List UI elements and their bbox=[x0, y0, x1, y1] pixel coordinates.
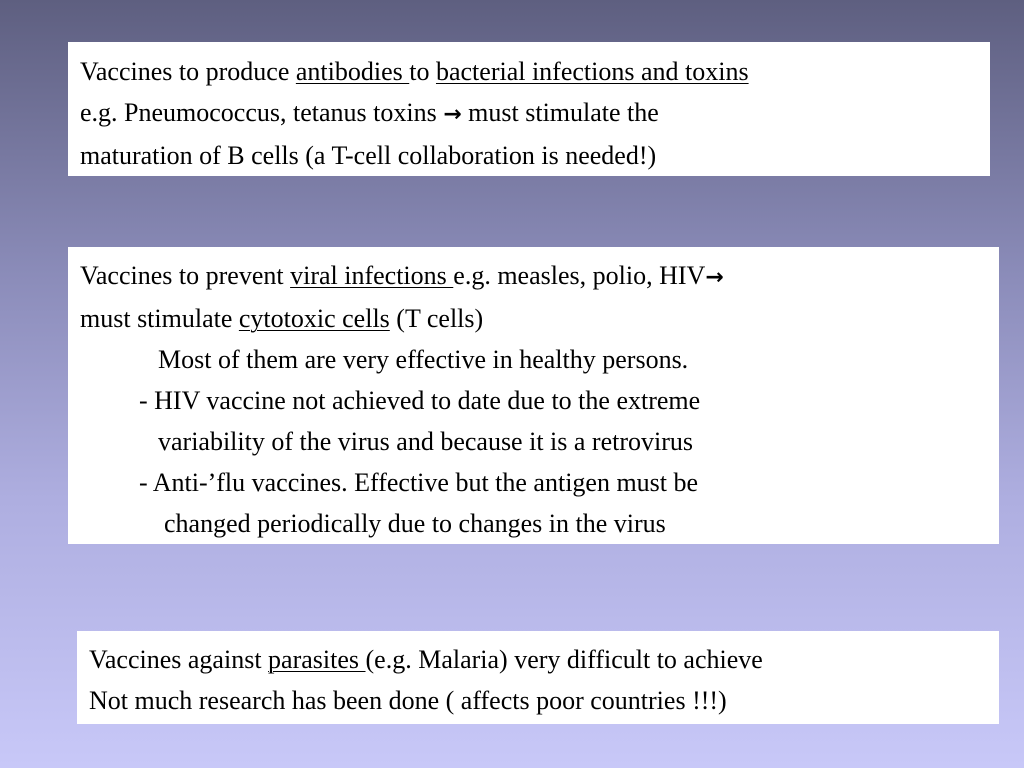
text: Vaccines against bbox=[89, 645, 269, 674]
box3-line-1 bbox=[89, 639, 987, 680]
parasite-vaccines-box bbox=[77, 631, 999, 724]
underlined-bacterial-infections: bacterial infections and toxins bbox=[435, 57, 749, 86]
underlined-parasites: parasites bbox=[268, 645, 366, 674]
text: Vaccines to produce bbox=[80, 57, 296, 86]
text: must stimulate the bbox=[461, 98, 659, 127]
viral-vaccines-box bbox=[68, 247, 999, 544]
box2-line-3: Most of them are very effective in healthy persons. bbox=[158, 345, 689, 374]
box1-line-1 bbox=[80, 51, 978, 92]
text: Vaccines to prevent bbox=[80, 261, 291, 290]
underlined-viral-infections: viral infections bbox=[290, 261, 454, 290]
text: must stimulate bbox=[80, 304, 239, 333]
bacterial-vaccines-box bbox=[68, 42, 990, 176]
box2-line-4: - HIV vaccine not achieved to date due to the extreme bbox=[139, 386, 701, 415]
right-arrow-icon: → bbox=[705, 265, 724, 290]
box2-line-5: variability of the virus and because it is a retrovirus bbox=[158, 427, 694, 456]
text: e.g. Pneumococcus, tetanus toxins bbox=[80, 98, 444, 127]
text: (e.g. Malaria) very difficult to achieve bbox=[365, 645, 763, 674]
box2-line-2 bbox=[80, 298, 987, 339]
underlined-cytotoxic-cells: cytotoxic cells bbox=[238, 304, 390, 333]
text: to bbox=[409, 57, 436, 86]
right-arrow-icon: → bbox=[443, 102, 462, 127]
box3-line-2: Not much research has been done ( affects poor countries !!!) bbox=[89, 686, 727, 715]
box2-line-6: - Anti-’flu vaccines. Effective but the antigen must be bbox=[139, 468, 699, 497]
box2-line-7: changed periodically due to changes in the virus bbox=[164, 509, 666, 538]
box1-line-2 bbox=[80, 92, 978, 135]
box1-line-3: maturation of B cells (a T-cell collaboration is needed!) bbox=[80, 141, 657, 170]
underlined-antibodies: antibodies bbox=[295, 57, 410, 86]
text: (T cells) bbox=[389, 304, 484, 333]
text: e.g. measles, polio, HIV bbox=[453, 261, 706, 290]
box2-line-1 bbox=[80, 255, 987, 298]
